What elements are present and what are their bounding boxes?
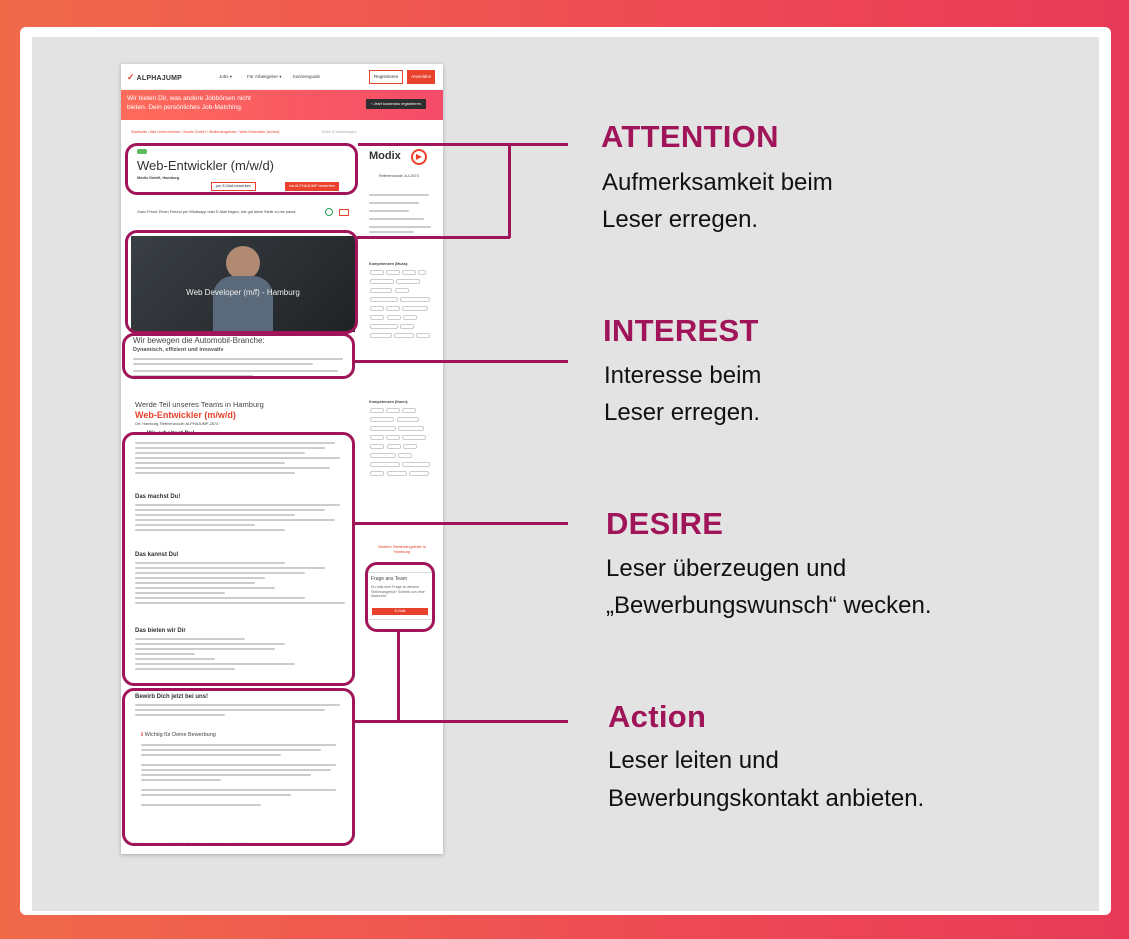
connector-desire-side: [397, 632, 400, 722]
tag-cloud-1: [369, 269, 435, 341]
interest-highlight: [122, 333, 355, 379]
action-label: Action: [608, 699, 707, 734]
h-arbeitest: Wo arbeitest Du!: [147, 431, 195, 437]
h-wichtig: ℹ Wichtig für Deine Bewerbung: [141, 732, 216, 738]
share-label: Teilen & Weitersagen: [321, 130, 357, 134]
banner-line-1: Wir bieten Dir, was andere Jobbörsen nicht: [127, 95, 251, 102]
company-line: Modix GmbH, Hamburg: [137, 176, 180, 180]
connector-interest: [355, 360, 568, 363]
side-ref: Referenzcode: AJ-2674: [379, 174, 419, 178]
side-more-link[interactable]: Weitere Stellenangebote in Hamburg: [378, 544, 426, 554]
attention-image-highlight: [125, 230, 358, 334]
whatsapp-icon[interactable]: [325, 208, 333, 216]
apply-alphajump-button[interactable]: via ALPHAJUMP bewerben: [285, 182, 339, 191]
connector-attention-vertical: [508, 143, 511, 238]
desire-label: DESIRE: [606, 506, 724, 541]
interest-desc-1: Interesse beim: [604, 362, 762, 389]
question-email-button[interactable]: E-Mail: [372, 608, 428, 615]
interest-label: INTEREST: [603, 313, 759, 348]
desire-desc-1: Leser überzeugen und: [606, 555, 847, 582]
nav-jobs[interactable]: Jobs ▾: [219, 74, 233, 79]
interest-heading: Wir bewegen die Automobil-Branche:: [133, 336, 265, 345]
attention-desc-2: Leser erregen.: [602, 206, 759, 233]
job-title: Web-Entwickler (m/w/d): [137, 158, 275, 173]
footer-text: Stellenangebot vom 13.10.18 | Stellenangebot läuft ab am 10.01.19: [135, 842, 249, 846]
desire-desc-2: „Bewerbungswunsch“ wecken.: [606, 592, 932, 619]
tag-cloud-2: [369, 407, 435, 479]
team-heading: Werde Teil unseres Teams in Hamburg: [135, 400, 264, 409]
question-text: Du hast eine Frage zu diesem Stellenangebot? Schreib uns eine Nachricht.: [371, 585, 425, 598]
action-highlight: [122, 688, 355, 846]
breadcrumb[interactable]: Startseite / Alle Unternehmen / Modix GmbH / Stellenangebote / Web-Entwickler (m/w/d): [131, 130, 280, 134]
banner-line-2: bieten. Dein persönliches Job-Matching.: [127, 104, 243, 111]
register-button[interactable]: Registrieren: [369, 70, 403, 84]
side-info: [369, 194, 433, 233]
attention-desc-1: Aufmerksamkeit beim: [602, 169, 833, 196]
interest-desc-2: Leser erregen.: [604, 399, 761, 426]
site-logo[interactable]: ✓ ALPHAJUMP: [127, 72, 182, 82]
attention-label: ATTENTION: [601, 119, 779, 154]
team-job-title: Web-Entwickler (m/w/d): [135, 410, 236, 420]
nav-arbeitgeber[interactable]: Für Arbeitgeber ▾: [247, 74, 282, 79]
nav-karriereguide[interactable]: Karriereguide: [293, 74, 321, 79]
h-bieten: Das bieten wir Dir: [135, 628, 186, 634]
share-text: Ganz Privat: Einen Freund per Whatsapp oder E-Mail fragen, wie gut diese Stelle zu mir passt:: [137, 210, 297, 214]
play-icon: ▶: [411, 149, 427, 165]
connector-desire: [355, 522, 568, 525]
side-kompetenzen-kann: Kompetenzen (Kann):: [369, 400, 409, 404]
action-desc-1: Leser leiten und: [608, 747, 779, 774]
side-kompetenzen-muss: Kompetenzen (Muss):: [369, 262, 409, 266]
connector-attention-image: [357, 236, 510, 239]
site-header: [121, 64, 443, 90]
mail-icon[interactable]: [339, 209, 349, 216]
action-desc-2: Bewerbungskontakt anbieten.: [608, 785, 925, 812]
connector-action: [355, 720, 568, 723]
h-kannst: Das kannst Du!: [135, 552, 179, 558]
apply-email-button[interactable]: per E-Mail bewerben: [211, 182, 256, 191]
question-title: Frage ans Team: [371, 576, 408, 582]
desire-side-highlight: [365, 562, 435, 632]
connector-attention: [358, 143, 568, 146]
desire-highlight: [122, 432, 355, 686]
h-machst: Das machst Du!: [135, 494, 181, 500]
interest-subheading: Dynamisch, effizient und innovativ: [133, 347, 224, 353]
h-bewirb: Bewirb Dich jetzt bei uns!: [135, 694, 209, 700]
team-meta: Ort: Hamburg, Referenzcode: ALPHAJUMP-2674: [135, 422, 219, 426]
login-button[interactable]: Anmelden: [407, 70, 435, 84]
banner-cta-button[interactable]: › Jetzt kostenlos registrieren: [366, 99, 426, 109]
side-brand: Modix: [369, 150, 401, 162]
attention-highlight: [125, 143, 358, 195]
hero-caption: Web Developer (m/f) - Hamburg: [186, 288, 300, 297]
